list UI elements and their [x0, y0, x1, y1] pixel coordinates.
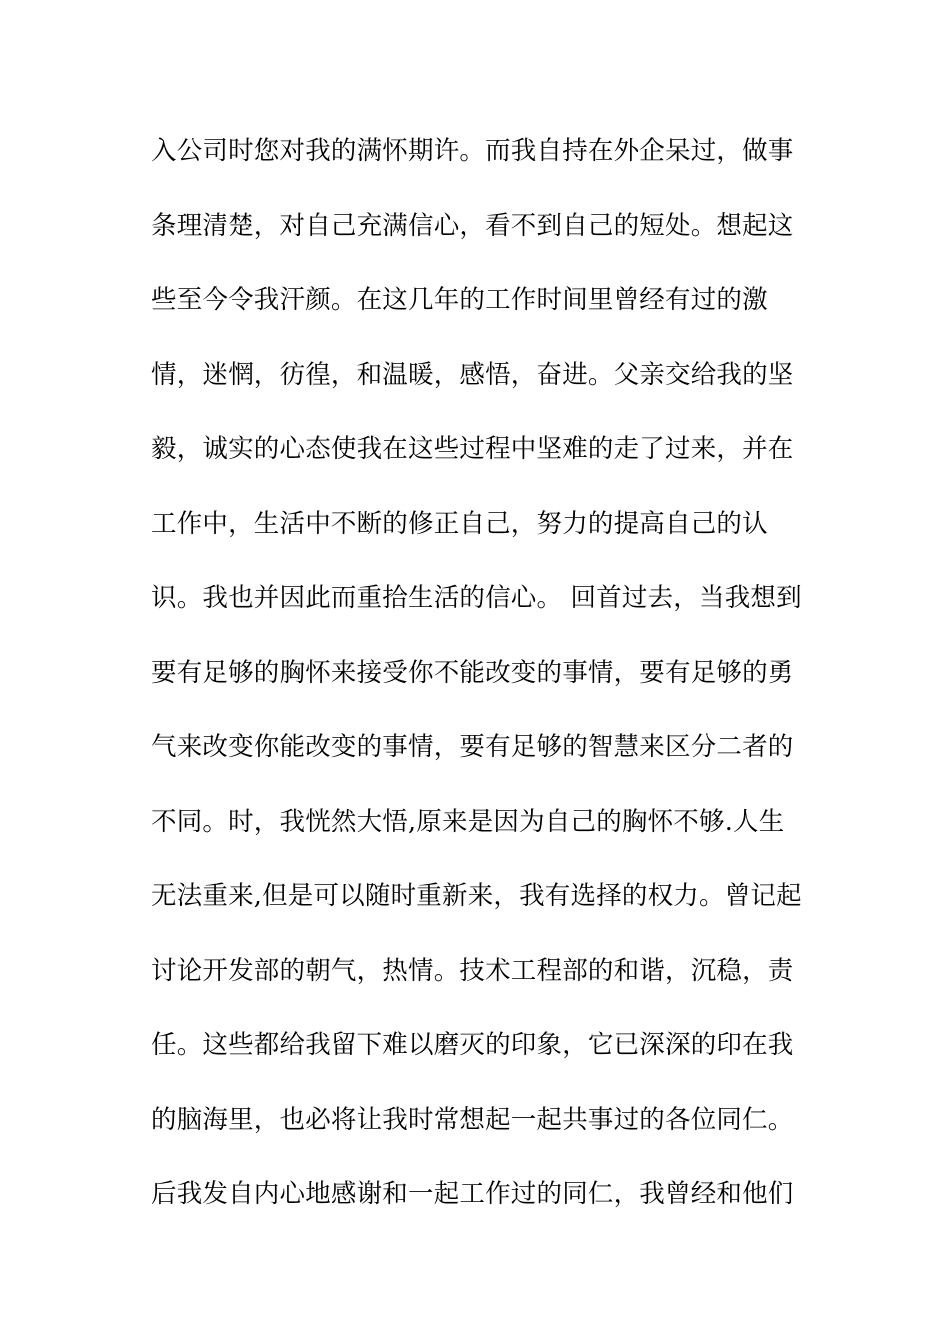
- text-line: 要有足够的胸怀来接受你不能改变的事情，要有足够的勇: [151, 657, 794, 688]
- text-line: 后我发自内心地感谢和一起工作过的同仁，我曾经和他们: [151, 1179, 794, 1209]
- text-line: 无法重来,但是可以随时重新来，我有选择的权力。曾记起: [151, 881, 802, 911]
- text-line: 讨论开发部的朝气，热情。技术工程部的和谐，沉稳，责: [151, 955, 794, 986]
- body-text: [151, 129, 811, 1247]
- text-line: 情，迷惘，彷徨，和温暖，感悟，奋进。父亲交给我的坚: [151, 359, 794, 390]
- text-line: 识。我也并因此而重拾生活的信心。 回首过去，当我想到: [151, 583, 802, 613]
- text-line: 工作中，生活中不断的修正自己，努力的提高自己的认: [151, 508, 768, 539]
- text-line: 气来改变你能改变的事情，要有足够的智慧来区分二者的: [151, 732, 794, 762]
- text-line: 的脑海里，也必将让我时常想起一起共事过的各位同仁。: [151, 1104, 794, 1135]
- text-line: 不同。时，我恍然大悟,原来是因为自己的胸怀不够.人生: [151, 806, 785, 837]
- text-line: 些至今令我汗颜。在这几年的工作时间里曾经有过的激: [151, 285, 768, 315]
- text-line: 毅，诚实的心态使我在这些过程中坚难的走了过来，并在: [151, 434, 794, 464]
- text-line: 任。这些都给我留下难以磨灭的印象，它已深深的印在我: [151, 1030, 794, 1060]
- text-line: 条理清楚，对自己充满信心，看不到自己的短处。想起这: [151, 210, 794, 241]
- text-line: 入公司时您对我的满怀期许。而我自持在外企呆过，做事: [151, 136, 794, 166]
